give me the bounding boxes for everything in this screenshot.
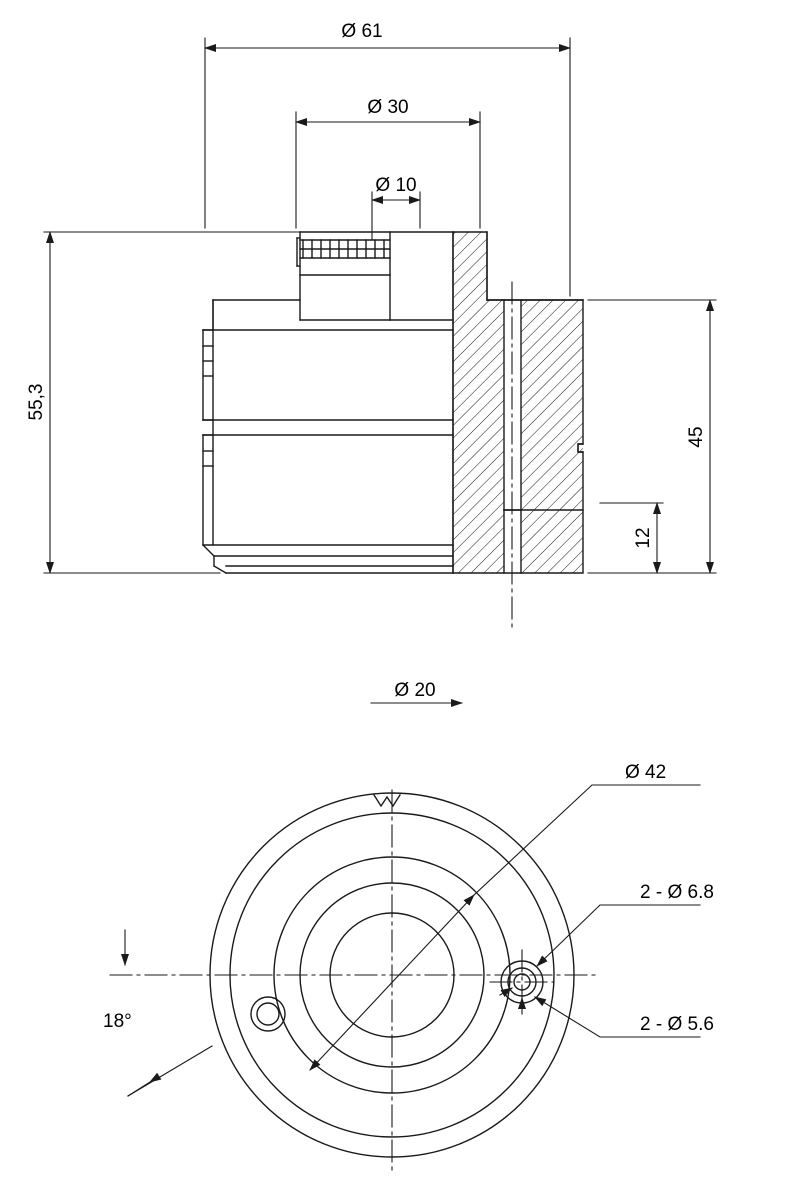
dim-hole-large: 2 - Ø 6.8 bbox=[640, 882, 714, 903]
dim-circle-diameter: Ø 42 bbox=[625, 762, 667, 783]
dim-hole-small: 2 - Ø 5.6 bbox=[640, 1014, 714, 1035]
dim-body-height: 45 bbox=[686, 426, 707, 448]
dim-bore-diameter: Ø 10 bbox=[375, 175, 417, 196]
section-view-dimensions bbox=[44, 38, 716, 703]
dim-overall-height: 55,3 bbox=[26, 383, 47, 421]
dim-angle: 18° bbox=[103, 1011, 132, 1032]
front-view-center-lines bbox=[110, 790, 600, 1170]
dim-arrow-diameter: Ø 20 bbox=[394, 680, 436, 701]
dim-flange-height: 12 bbox=[633, 527, 654, 549]
section-view-geometry bbox=[203, 232, 583, 575]
dim-outer-diameter: Ø 61 bbox=[341, 21, 383, 42]
dim-step-diameter: Ø 30 bbox=[367, 97, 409, 118]
front-view-dimensions bbox=[125, 785, 700, 1096]
